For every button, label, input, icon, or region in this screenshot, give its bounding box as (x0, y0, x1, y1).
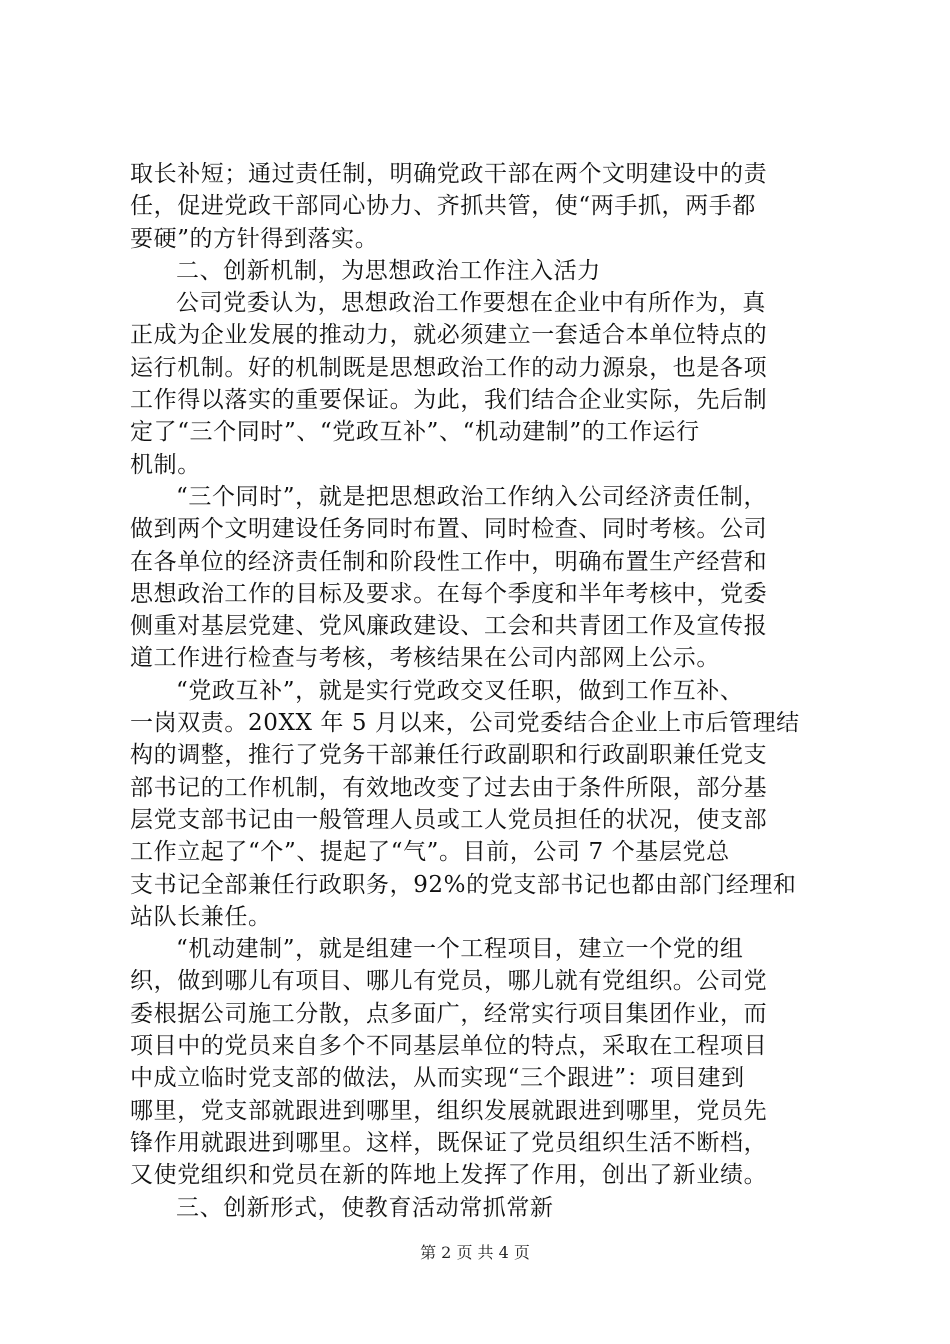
text-line: 项目中的党员来自多个不同基层单位的特点，采取在工程项目 (130, 1033, 768, 1060)
text-line: 机制。 (130, 451, 201, 478)
text-line: 一岗双责。20XX 年 5 月以来，公司党委结合企业上市后管理结 (130, 710, 800, 737)
text-line: 任，促进党政干部同心协力、齐抓共管，使“两手抓，两手都 (130, 193, 756, 220)
text-line: 在各单位的经济责任制和阶段性工作中，明确布置生产经营和 (130, 548, 768, 575)
text-line: 构的调整，推行了党务干部兼任行政副职和行政副职兼任党支 (130, 742, 768, 769)
text-line: 又使党组织和党员在新的阵地上发挥了作用，创出了新业绩。 (130, 1162, 768, 1189)
text-line: 道工作进行检查与考核，考核结果在公司内部网上公示。 (130, 645, 720, 672)
text-line: 站队长兼任。 (130, 903, 272, 930)
text-line: 做到两个文明建设任务同时布置、同时检查、同时考核。公司 (130, 516, 768, 543)
text-line: 公司党委认为，思想政治工作要想在企业中有所作为，真 (176, 290, 766, 317)
text-line: 委根据公司施工分散，点多面广，经常实行项目集团作业，而 (130, 1000, 768, 1027)
text-line: “机动建制”，就是组建一个工程项目，建立一个党的组 (176, 936, 744, 963)
text-line: 侧重对基层党建、党风廉政建设、工会和共青团工作及宣传报 (130, 613, 768, 640)
text-line: 工作立起了“个”、提起了“气”。目前，公司 7 个基层党总 (130, 839, 730, 866)
section-heading: 二、创新机制，为思想政治工作注入活力 (176, 257, 601, 284)
text-line: 正成为企业发展的推动力，就必须建立一套适合本单位特点的 (130, 322, 768, 349)
text-line: 要硬”的方针得到落实。 (130, 225, 379, 252)
section-heading: 三、创新形式，使教育活动常抓常新 (176, 1194, 554, 1221)
text-line: 运行机制。好的机制既是思想政治工作的动力源泉，也是各项 (130, 354, 768, 381)
text-line: 哪里，党支部就跟进到哪里，组织发展就跟进到哪里，党员先 (130, 1097, 768, 1124)
text-line: 定了“三个同时”、“党政互补”、“机动建制”的工作运行 (130, 419, 700, 446)
text-line: 思想政治工作的目标及要求。在每个季度和半年考核中，党委 (130, 580, 768, 607)
text-line: 层党支部书记由一般管理人员或工人党员担任的状况，使支部 (130, 806, 768, 833)
text-line: “三个同时”，就是把思想政治工作纳入公司经济责任制， (176, 483, 768, 510)
text-line: 织，做到哪儿有项目、哪儿有党员，哪儿就有党组织。公司党 (130, 968, 768, 995)
text-line: 锋作用就跟进到哪里。这样，既保证了党员组织生活不断档， (130, 1129, 768, 1156)
text-line: 中成立临时党支部的做法，从而实现“三个跟进”：项目建到 (130, 1065, 745, 1092)
text-line: 支书记全部兼任行政职务，92%的党支部书记也都由部门经理和 (130, 871, 797, 898)
text-line: 取长补短；通过责任制，明确党政干部在两个文明建设中的责 (130, 161, 768, 187)
text-line: 部书记的工作机制，有效地改变了过去由于条件所限，部分基 (130, 774, 768, 801)
text-line: “党政互补”，就是实行党政交叉任职，做到工作互补、 (176, 677, 744, 704)
page-footer: 第 2 页 共 4 页 (420, 1243, 530, 1262)
document-body (130, 158, 840, 1224)
text-line: 工作得以落实的重要保证。为此，我们结合企业实际，先后制 (130, 387, 768, 414)
